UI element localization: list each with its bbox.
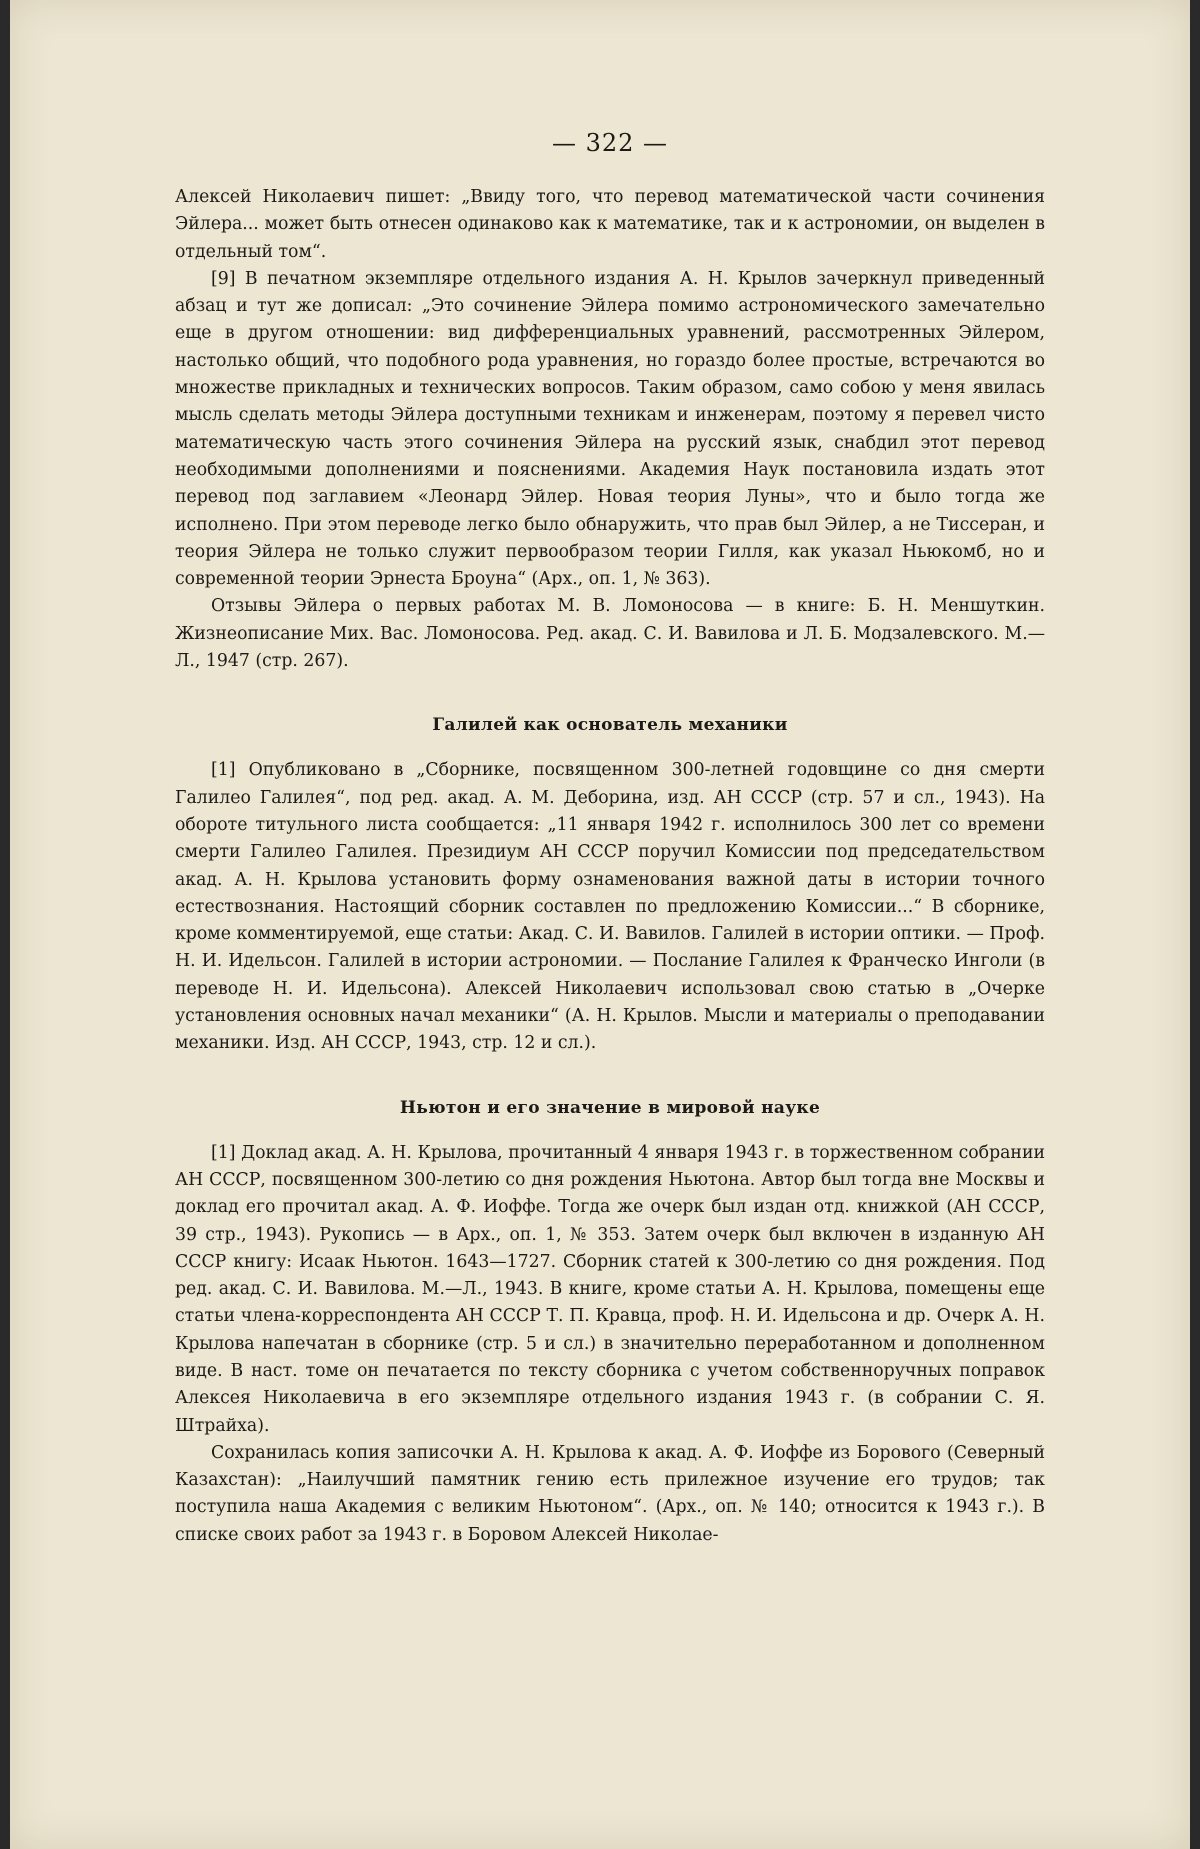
paragraph-intro: Алексей Николаевич пишет: „Ввиду того, что перевод математической части сочинения Эйлера... может быть отнесен одинаково как к математике, так и к астрономии, он выделен в отдельный том“. [175,187,1045,262]
section-heading-newton: Ньютон и его значение в мировой науке [399,1097,821,1118]
page-content [175,128,1045,1549]
paragraph-euler-reviews: Отзывы Эйлера о первых работах М. В. Ломоносова — в книге: Б. Н. Меншуткин. Жизнеописание Мих. Вас. Ломоносова. Ред. акад. С. И. Вавилова и Л. Б. Модзалевского. М.—Л., 1947 (стр. 267). [175,596,1045,672]
paragraph-galileo-1: [1] Опубликовано в „Сборнике, посвященном 300-летней годовщине со дня смерти Галилео Галилея“, под ред. акад. А. М. Деборина, изд. АН СССР (стр. 57 и сл., 1943). На обороте титульного листа сообщается: „11 января 1942 г. исполнилось 300 лет со времени смерти Галилео Галилея. Президиум АН СССР поручил Комиссии под председательством акад. А. Н. Крылова установить форму ознаменования важной даты в истории точного естествознания. Настоящий сборник составлен по предложению Комиссии...“ В сборнике, кроме комментируемой, еще статьи: Акад. С. И. Вавилов. Галилей в истории оптики. — Проф. Н. И. Идельсон. Галилей в истории астрономии. — Послание Галилея к Франческо Инголи (в переводе Н. И. Идельсона). Алексей Николаевич использовал свою статью в „Очерке установления основных начал механики“ (А. Н. Крылов. Мысли и материалы о преподавании механики. Изд. АН СССР, 1943, стр. 12 и сл.). [175,760,1045,1054]
paragraph-newton-2: Сохранилась копия записочки А. Н. Крылова к акад. А. Ф. Иоффе из Борового (Северный Казахстан): „Наилучший памятник гению есть прилежное изучение его трудов; так поступила наша Академия с великим Ньютоном“. (Арх., оп. № 140; относится к 1943 г.). В списке своих работ за 1943 г. в Боровом Алексей Николае- [175,1442,1045,1545]
section-heading-galileo: Галилей как основатель механики [432,715,788,736]
paragraph-newton-1: [1] Доклад акад. А. Н. Крылова, прочитанный 4 января 1943 г. в торжественном собрании АН СССР, посвященном 300-летию со дня рождения Ньютона. Автор был тогда вне Москвы и доклад его прочитал акад. А. Ф. Иоффе. Тогда же очерк был издан отд. книжкой (АН СССР, 39 стр., 1943). Рукопись — в Арх., оп. 1, № 353. Затем очерк был включен в изданную АН СССР книгу: Исаак Ньютон. 1643—1727. Сборник статей к 300-летию со дня рождения. Под ред. акад. С. И. Вавилова. М.—Л., 1943. В книге, кроме статьи А. Н. Крылова, помещены еще статьи члена-корреспондента АН СССР Т. П. Кравца, проф. Н. И. Идельсона и др. Очерк А. Н. Крылова напечатан в сборнике (стр. 5 и сл.) в значительно переработанном и дополненном виде. В наст. томе он печатается по тексту сборника с учетом собственноручных поправок Алексея Николаевича в его экземпляре отдельного издания 1943 г. (в собрании С. Я. Штрайха). [175,1142,1045,1436]
document-page [10,0,1190,1849]
page-number: — 322 — [551,129,669,157]
paragraph-note-9: [9] В печатном экземпляре отдельного издания А. Н. Крылов зачеркнул приведенный абзац и тут же дописал: „Это сочинение Эйлера помимо астрономического замечательно еще в другом отношении: вид дифференциальных уравнений, рассмотренных Эйлером, настолько общий, что подобного рода уравнения, но гораздо более простые, встречаются во множестве прикладных и технических вопросов. Таким образом, само собою у меня явилась мысль сделать методы Эйлера доступными техникам и инженерам, поэтому я перевел чисто математическую часть этого сочинения Эйлера на русский язык, снабдил этот перевод необходимыми дополнениями и пояснениями. Академия Наук постановила издать этот перевод под заглавием «Леонард Эйлер. Новая теория Луны», что и было тогда же исполнено. При этом переводе легко было обнаружить, что прав был Эйлер, а не Тиссеран, и теория Эйлера не только служит первообразом теории Гилля, как указал Ньюкомб, но и современной теории Эрнеста Броуна“ (Арх., оп. 1, № 363). [175,268,1045,590]
